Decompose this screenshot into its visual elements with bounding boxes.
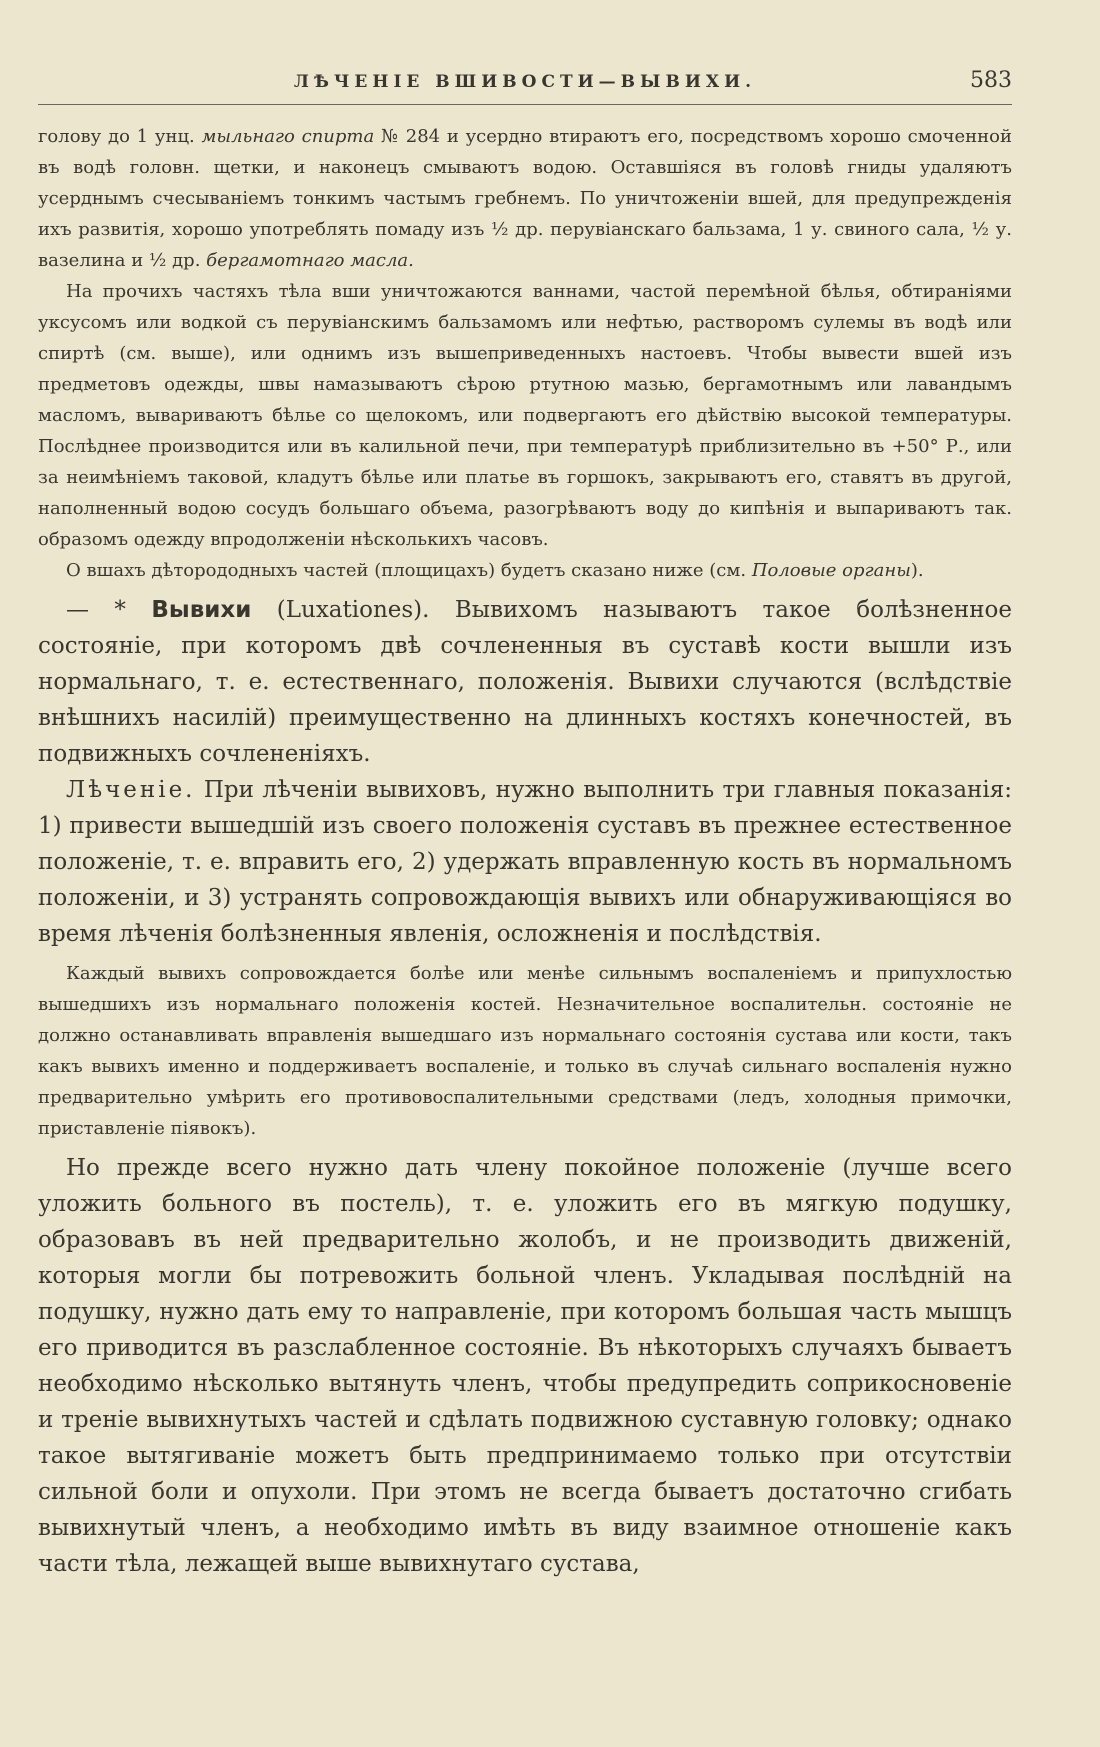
text-run: Вывихомъ называютъ такое болѣзненное состояніе, при которомъ двѣ сочлененныя въ суставѣ кости вышли изъ нормальнаго, т. е. естественнаго, положенія. Вывихи случаются (вслѣдствіе внѣшнихъ насилій) преимущественно на длинныхъ костяхъ конечностей, въ подвижныхъ сочлененіяхъ. [38,597,1013,767]
italic-term: бергамотнаго масла. [206,250,414,271]
italic-crossref: Половые органы [751,560,911,581]
paragraph-lice-body-treatment: На прочихъ частяхъ тѣла вши уничтожаются ваннами, частой перемѣной бѣлья, обтираніями уксусомъ или водкой съ перувіанскимъ бальзамомъ или нефтью, растворомъ сулемы въ водѣ или спиртѣ (см. выше), или однимъ изъ вышеприведенныхъ настоевъ. Чтобы вывести вшей изъ предметовъ одежды, швы намазываютъ сѣрою ртутною мазью, бергамотнымъ или лавандымъ масломъ, вывариваютъ бѣлье со щелокомъ, или подвергаютъ его дѣйствію высокой температуры. Послѣднее производится или въ калильной печи, при температурѣ приблизительно въ +50° Р., или за неимѣніемъ таковой, кладутъ бѣлье или платье въ горшокъ, закрываютъ его, ставятъ въ другой, наполненный водою сосудъ большаго объема, разогрѣваютъ воду до кипѣнія и выпариваютъ так. образомъ одежду впродолженіи нѣсколькихъ часовъ. [38,281,1012,550]
text-run: При лѣченіи вывиховъ, нужно выполнить три главныя показанія: 1) привести вышедшій изъ своего положенія суставъ въ прежнее естественное положеніе, т. е. вправить его, 2) удержать вправленную кость въ нормальномъ положеніи, и 3) устранять сопровождающія вывихъ или обнаруживающіяся во время лѣченія болѣзненныя явленія, осложненія и послѣдствія. [38,777,1012,947]
page-number: 583 [970,68,1012,93]
running-title: ЛѢЧЕНІЕ ВШИВОСТИ—ВЫВИХИ. [293,72,757,92]
italic-term: мыльнаго спирта [201,126,375,147]
book-page [38,60,1012,1582]
text-run: голову до 1 унц. [38,126,202,147]
entry-term: Вывихи [151,597,252,623]
entry-latin: (Luxationes). [251,597,430,623]
entry-dash: — * [66,597,152,623]
running-header [38,60,1012,105]
paragraph-limb-positioning: Но прежде всего нужно дать члену покойное положеніе (лучше всего уложить больного въ постель), т. е. уложить его въ мягкую подушку, образовавъ въ ней предварительно жолобъ, и не производить движеній, которыя могли бы потревожить больной членъ. Укладывая послѣдній на подушку, нужно дать ему то направленіе, при которомъ большая часть мышцъ его приводится въ разслабленное состояніе. Въ нѣкоторыхъ случаяхъ бываетъ необходимо нѣсколько вытянуть членъ, чтобы предупредить соприкосновеніе и треніе вывихнутыхъ частей и сдѣлать подвижною суставную головку; однако такое вытягиваніе можетъ быть предпринимаемо только при отсутствіи сильной боли и опухоли. При этомъ не всегда бываетъ достаточно сгибать вывихнутый членъ, а необходимо имѣть въ виду взаимное отношеніе какъ части тѣла, лежащей выше вывихнутаго сустава, [38,1155,1012,1577]
paragraph-lice-head-treatment [38,121,1012,276]
paragraph-inflammation: Каждый вывихъ сопровождается болѣе или менѣе сильнымъ воспаленіемъ и припухлостью вышедшихъ изъ нормальнаго положенія костей. Незначительное воспалительн. состояніе не должно останавливать вправленія вышедшаго изъ нормальнаго состоянія сустава или кости, такъ какъ вывихъ именно и поддерживаетъ воспаленіе, и только въ случаѣ сильнаго воспаленія нужно предварительно умѣрить его противовоспалительными средствами (ледъ, холодныя примочки, приставленіе піявокъ). [38,963,1012,1139]
text-run: № 284 и усердно втираютъ его, посредствомъ хорошо смоченной въ водѣ головн. щетки, и наконецъ смываютъ водою. Оставшіяся въ головѣ гниды удаляютъ усерднымъ счесываніемъ тонкимъ частымъ гребнемъ. По уничтоженіи вшей, для предупрежденія ихъ развитія, хорошо употреблять помаду изъ ½ др. перувіанскаго бальзама, 1 у. свиного сала, ½ у. вазелина и ½ др. [38,126,1012,271]
section-heading-treatment: Лѣченіе. [66,777,196,803]
text-run: О вшахъ дѣторододныхъ частей (площицахъ) будетъ сказано ниже (см. [66,560,752,581]
paragraph-dislocations-definition [38,592,1012,772]
paragraph-lice-crossref [38,555,1012,586]
text-run: ). [910,560,924,581]
paragraph-treatment-indications [38,772,1012,952]
